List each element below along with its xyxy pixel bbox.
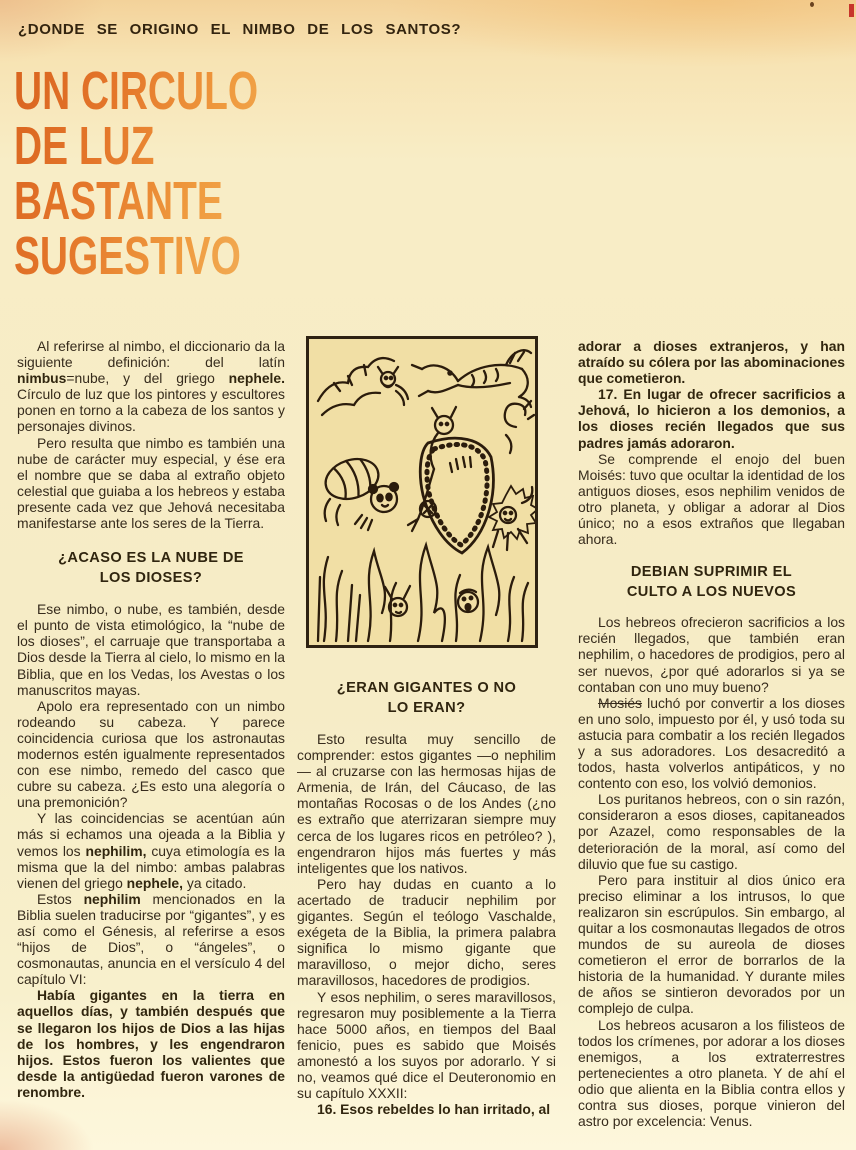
text-run: =nube, y del griego — [66, 370, 229, 387]
column-right — [578, 338, 845, 1129]
column-center — [297, 336, 556, 1117]
bold-term: nephilim — [83, 890, 141, 907]
bold-term: nephilim, — [85, 842, 147, 859]
text-run: Círculo de luz que los pintores y escultores ponen en torno a la cabeza de los santos y personajes divinos. — [17, 386, 285, 435]
text-run: luchó por convertir a los dioses en uno solo, impuesto por él, y usó toda su astucia para combatir a los recién llegados y a sus adoradores. Los desacreditó a todos, hasta volverlos antipáticos, y no contento con eso, los volvió demonios. — [578, 694, 845, 792]
column-left — [17, 338, 285, 1100]
paragraph: Los hebreos ofrecieron sacrificios a los recién llegados, que también eran nephilim, o hacedores de prodigios, pero al ser nuevos, ¿por qué adorarlos si ya se contaban con uno muy bueno? — [578, 614, 845, 695]
section-heading — [588, 562, 835, 602]
woodcut-drawing — [309, 339, 535, 645]
paragraph: Ese nimbo, o nube, es también, desde el punto de vista etimológico, la “nube de los dioses”, el carruaje que transportaba a Dios desde la Tierra al cielo, lo mismo en la Biblia, que en los Vedas, los Avestas o los manuscritos mayas. — [17, 601, 285, 698]
text-run: ya citado. — [183, 874, 247, 891]
paragraph: Y esos nephilim, o seres maravillosos, regresaron muy posiblemente a la Tierra hace 5000 años, en tiempos del Baal fenicio, pues es sabido que Moisés amonestó a los suyos por adorarlo. Y si no, veamos qué dice el Deuteronomio en su capítulo XXXII: — [297, 988, 556, 1102]
title-line: SUGESTIVO — [14, 226, 241, 286]
paragraph: Pero hay dudas en cuanto a lo acertado de traducir nephilim por gigantes. Según el teólogo Vaschalde, exégeta de la Biblia, la primera palabra significa lo mismo gigante que maravilloso, o mejor dicho, seres maravillosos, hacedores de prodigios. — [297, 875, 556, 989]
section-heading — [23, 548, 279, 588]
paper-speck — [810, 2, 814, 7]
section-heading — [303, 678, 550, 718]
paragraph: Los puritanos hebreos, con o sin razón, consideraron a esos dioses, capitaneados por Azazel, como responsables de la deterioración de la moral, así como del diluvio que fue su castigo. — [578, 791, 845, 872]
paragraph: Pero resulta que nimbo es también una nube de carácter muy especial, y ése era el nombre que se daba al extraño objeto celestial que guiaba a los hebreos y estaba presente cada vez que Jehová necesitaba manifestarse ante los seres de la Tierra. — [17, 434, 285, 532]
bold-term: nephele. — [228, 370, 285, 387]
woodcut-illustration — [306, 336, 538, 648]
bible-quote: 17. En lugar de ofrecer sacrificios a Jehová, lo hicieron a los demonios, a los dioses recién llegados que sus padres jamás adoraron. — [578, 386, 845, 451]
paragraph: Los hebreos acusaron a los filisteos de todos los crímenes, por adorar a los dioses enemigos, a los extraterrestres pertenecientes a otro planeta. Y de ahí el odio que alienta en la Biblia contra ellos y contra sus dioses, porque vinieron del astro por excelencia: Venus. — [578, 1016, 845, 1130]
text-run: Estos — [37, 890, 84, 907]
bible-quote: Había gigantes en la tierra en aquellos días, y también después que se llegaron los hijos de Dios a las hijas de los hombres, y les engendraron hijos. Estos fueron los valientes que desde la antigüedad fueron varones de renombre. — [17, 987, 285, 1100]
text-run: Y las coincidencias se acentúan aún más si echamos una ojeada a la Biblia y vemos los — [17, 810, 285, 859]
bible-quote: 16. Esos rebeldes lo han irritado, al — [317, 1101, 551, 1118]
paragraph: Apolo era representado con un nimbo rodeando su cabeza. Y parece coincidencia curiosa que los astronautas modernos estén igualmente representados con ese nimbo, remedo del casco que cubre su cabeza. ¿Es esto una alegoría o una premonición? — [17, 697, 285, 811]
struck-word: Mosiés — [598, 694, 642, 711]
heading-line: DEBIAN SUPRIMIR EL — [630, 564, 793, 581]
text-run: mencionados en la Biblia suelen traducirse por “gigantes”, y es así como el Génesis, al referirse a esos “hijos de Dios”, o “ángeles”, o cosmonautas, anuncia en el versículo 4 del capítulo VI: — [17, 890, 285, 988]
paragraph — [578, 695, 845, 792]
heading-line: LOS DIOSES? — [99, 570, 203, 587]
title-line: UN CIRCULO — [14, 61, 259, 121]
text-run: cuya etimología es la misma que la del nimbo: ambas palabras vienen del griego — [17, 842, 285, 891]
bold-term: nephele, — [126, 874, 184, 891]
bold-term: nimbus — [17, 370, 67, 387]
paragraph: Se comprende el enojo del buen Moisés: tuvo que ocultar la identidad de los antiguos dioses, esos nephilim venidos de otro planeta, y obligar a adorar al Dios único; no a esos extraños que llegaban ahora. — [578, 450, 845, 548]
text-run: Al referirse al nimbo, el diccionario da la siguiente definición: del latín — [17, 338, 285, 371]
paragraph — [17, 338, 285, 435]
kicker-headline: ¿DONDE SE ORIGINO EL NIMBO DE LOS SANTOS? — [18, 21, 462, 38]
heading-line: LO ERAN? — [387, 700, 466, 716]
heading-line: ¿ACASO ES LA NUBE DE — [58, 550, 244, 567]
page-title — [14, 61, 259, 286]
heading-line: ¿ERAN GIGANTES O NO — [336, 680, 517, 696]
paragraph: Esto resulta muy sencillo de comprender: estos gigantes —o nephilim— al cruzarse con las hermosas hijas de Armenia, de Irán, del Cáucaso, de las montañas Rocosas o de los Andes (¿no es extraño que aterrizaran siempre muy cerca de los lugares ricos en petróleo? ), engendraron hijos más fuertes y más inteligentes que los nativos. — [297, 731, 556, 876]
red-ink-mark — [849, 4, 854, 17]
heading-line: CULTO A LOS NUEVOS — [626, 584, 797, 601]
bible-quote: adorar a dioses extranjeros, y han atraído su cólera por las abominaciones que cometieron. — [578, 338, 845, 387]
paragraph — [17, 891, 285, 988]
title-line: BASTANTE — [14, 171, 223, 231]
paragraph: Pero para instituir al dios único era preciso eliminar a los intrusos, lo que realizaron sin escrúpulos. Sin embargo, al quitar a los cosmonautas llegados de otros mundos de su aureola de dioses cometieron el error de borrarlos de la historia de la humanidad. Y durante miles de años se sintieron devorados por un complejo de culpa. — [578, 871, 845, 1017]
paragraph — [17, 810, 285, 890]
title-line: DE LUZ — [14, 116, 155, 176]
